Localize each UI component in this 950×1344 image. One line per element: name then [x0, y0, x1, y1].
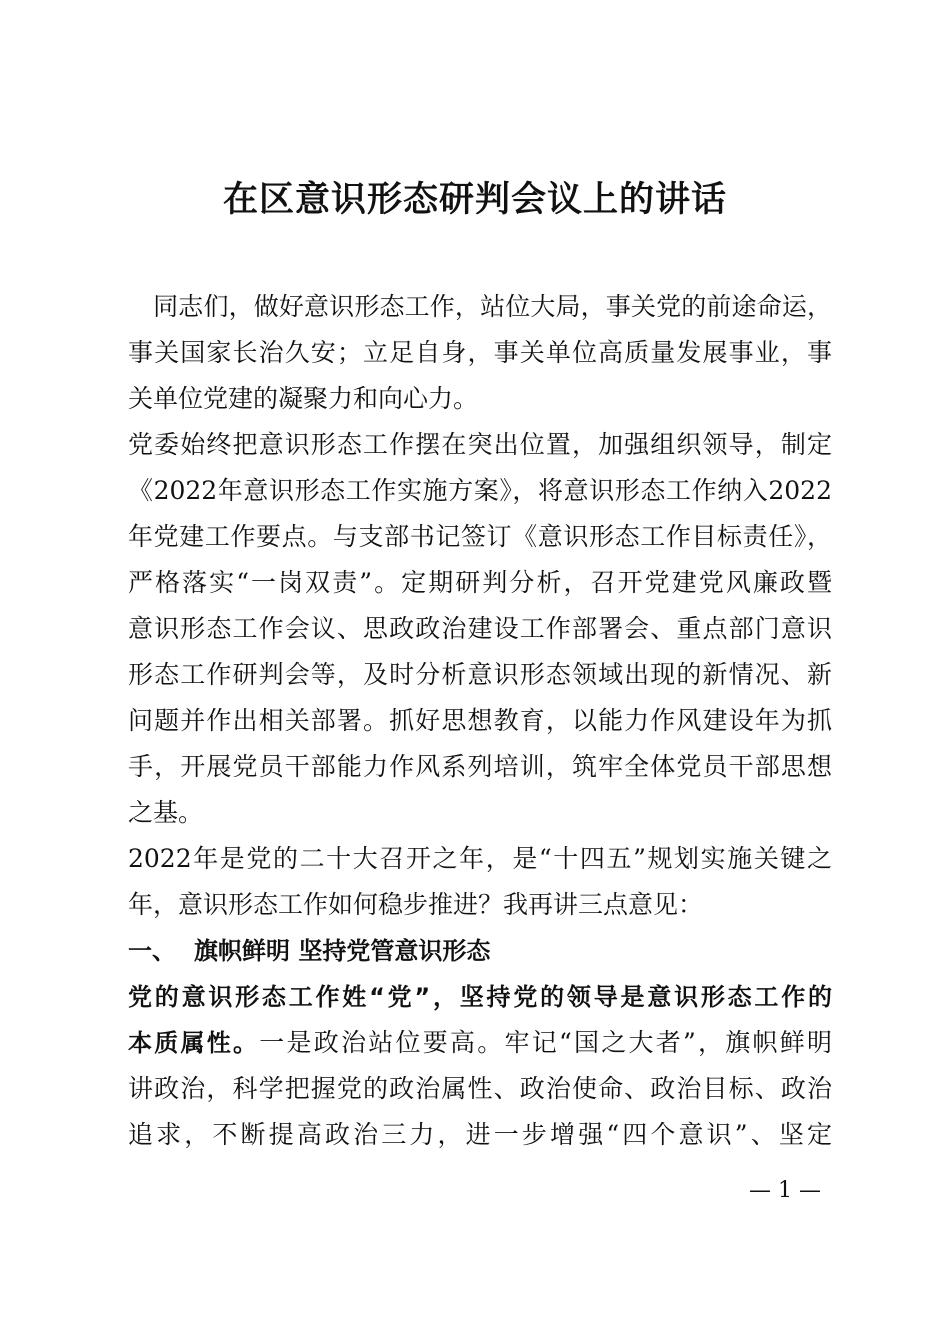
text-line: 问题并作出相关部署。抓好思想教育，以能力作风建设年为抓 — [128, 706, 832, 735]
text-line: 严格落实“一岗双责”。定期研判分析，召开党建党风廉政暨 — [128, 568, 832, 597]
bold-text-line: 党的意识形态工作姓“党”，坚持党的领导是意识形态工作的 — [128, 983, 832, 1011]
text-line: 2022年是党的二十大召开之年，是“十四五”规划实施关键之 — [128, 844, 832, 873]
text-line: 年，意识形态工作如何稳步推进？我再讲三点意见： — [128, 890, 704, 919]
paragraph-party-committee — [128, 422, 832, 836]
text-line: 之基。 — [128, 798, 204, 827]
bold-lead-text: 本质属性。 — [128, 1029, 260, 1057]
text-line: 讲政治，科学把握党的政治属性、政治使命、政治目标、政治 — [128, 1074, 832, 1103]
text-line: 年党建工作要点。与支部书记签订《意识形态工作目标责任》， — [128, 522, 832, 551]
mixed-text-line — [128, 1020, 832, 1066]
text-line: 事关国家长治久安；立足自身，事关单位高质量发展事业，事 — [128, 338, 832, 367]
paragraph-opening — [128, 284, 832, 422]
text-line: 党委始终把意识形态工作摆在突出位置，加强组织领导，制定 — [128, 430, 832, 459]
document-body — [128, 284, 832, 1158]
text-line: 关单位党建的凝聚力和向心力。 — [128, 384, 479, 413]
document-title: 在区意识形态研判会议上的讲话 — [222, 179, 727, 220]
text-run: 一是政治站位要高。牢记“国之大者”，旗帜鲜明 — [259, 1028, 832, 1057]
text-line: 意识形态工作会议、思政政治建设工作部署会、重点部门意识 — [128, 614, 832, 643]
page-number: — 1 — — [749, 1178, 821, 1203]
section-heading-1 — [128, 928, 832, 974]
text-line: 形态工作研判会等，及时分析意识形态领域出现的新情况、新 — [128, 660, 832, 689]
paragraph-2022 — [128, 836, 832, 928]
text-line: 追求，不断提高政治三力，进一步增强“四个意识”、坚定 — [128, 1120, 832, 1149]
section-heading-text: 旗帜鲜明 坚持党管意识形态 — [194, 937, 491, 965]
section-number: 一、 — [128, 937, 176, 965]
text-line: 《2022年意识形态工作实施方案》，将意识形态工作纳入2022 — [128, 476, 832, 505]
paragraph-party-leadership — [128, 974, 832, 1158]
text-line: 同志们，做好意识形态工作，站位大局，事关党的前途命运， — [128, 292, 832, 321]
text-line: 手，开展党员干部能力作风系列培训，筑牢全体党员干部思想 — [128, 752, 832, 781]
